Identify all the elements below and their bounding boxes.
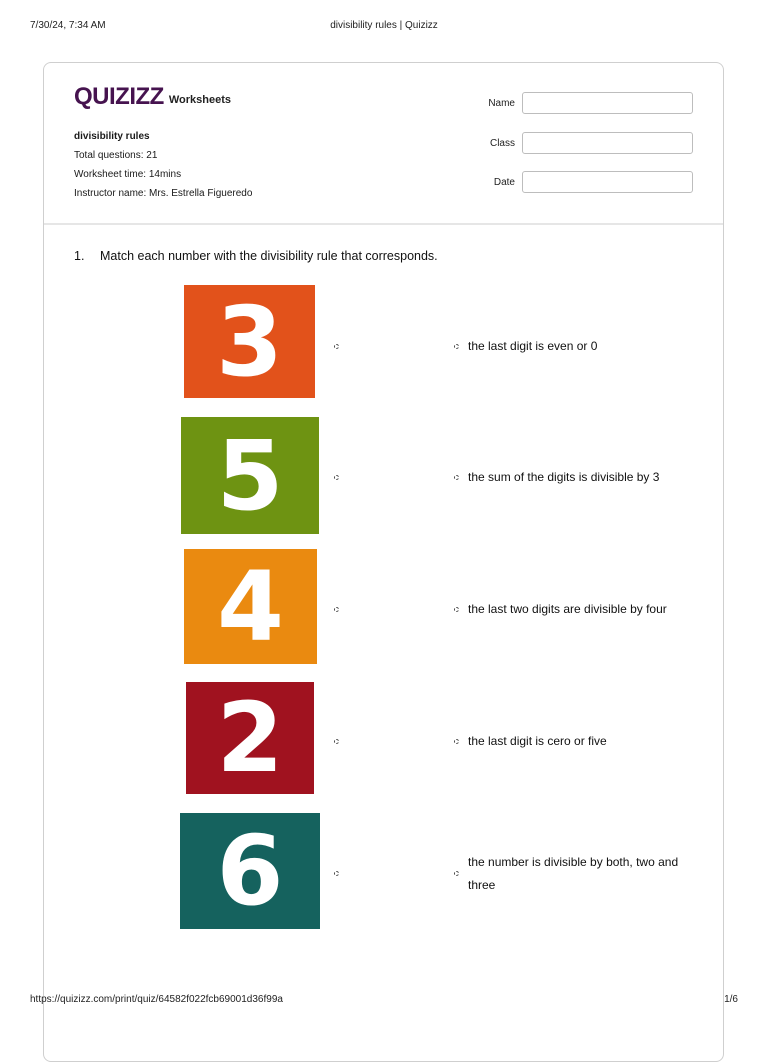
match-dot-left-4[interactable]: [334, 739, 339, 744]
match-dot-right-1[interactable]: [454, 344, 459, 349]
instructor-name: Instructor name: Mrs. Estrella Figueredo: [74, 188, 253, 199]
match-dot-right-3[interactable]: [454, 607, 459, 612]
number-tile-5: 5: [181, 417, 319, 534]
worksheet-meta: [74, 127, 252, 203]
question-text: Match each number with the divisibility rule that corresponds.: [100, 249, 438, 263]
number-tile-6: 6: [180, 813, 320, 929]
brand: [74, 85, 231, 109]
worksheet-header: [44, 63, 723, 225]
name-label: Name: [488, 98, 515, 109]
rule-4: the last digit is cero or five: [468, 734, 607, 748]
product-name: Worksheets: [168, 94, 231, 106]
rule-2: the sum of the digits is divisible by 3: [468, 470, 660, 484]
worksheet-time: Worksheet time: 14mins: [74, 169, 182, 180]
print-page-title: divisibility rules | Quizizz: [330, 20, 438, 31]
rule-5: the number is divisible by both, two and three: [468, 855, 679, 892]
class-field[interactable]: [522, 132, 693, 154]
quizizz-logo: QUIZIZZ: [74, 83, 164, 110]
print-page-number: 1/6: [724, 994, 738, 1005]
worksheet-title: divisibility rules: [74, 131, 150, 142]
rule-3: the last two digits are divisible by four: [468, 602, 667, 616]
match-dot-right-5[interactable]: [454, 871, 459, 876]
match-dot-left-2[interactable]: [334, 475, 339, 480]
worksheet-card: [43, 62, 724, 1062]
name-field[interactable]: [522, 92, 693, 114]
question-1: [74, 249, 438, 263]
date-field[interactable]: [522, 171, 693, 193]
match-dot-left-5[interactable]: [334, 871, 339, 876]
rule-1: the last digit is even or 0: [468, 339, 598, 353]
print-url: https://quizizz.com/print/quiz/64582f022fcb69001d36f99a: [30, 994, 283, 1005]
number-tile-3: 3: [184, 285, 315, 398]
total-questions: Total questions: 21: [74, 150, 158, 161]
number-tile-4: 4: [184, 549, 317, 664]
number-tile-2: 2: [186, 682, 314, 794]
class-label: Class: [489, 138, 515, 149]
match-dot-right-4[interactable]: [454, 739, 459, 744]
match-dot-right-2[interactable]: [454, 475, 459, 480]
match-dot-left-3[interactable]: [334, 607, 339, 612]
match-dot-left-1[interactable]: [334, 344, 339, 349]
print-datetime: 7/30/24, 7:34 AM: [30, 20, 106, 31]
date-label: Date: [493, 177, 515, 188]
question-number: 1.: [74, 249, 85, 263]
